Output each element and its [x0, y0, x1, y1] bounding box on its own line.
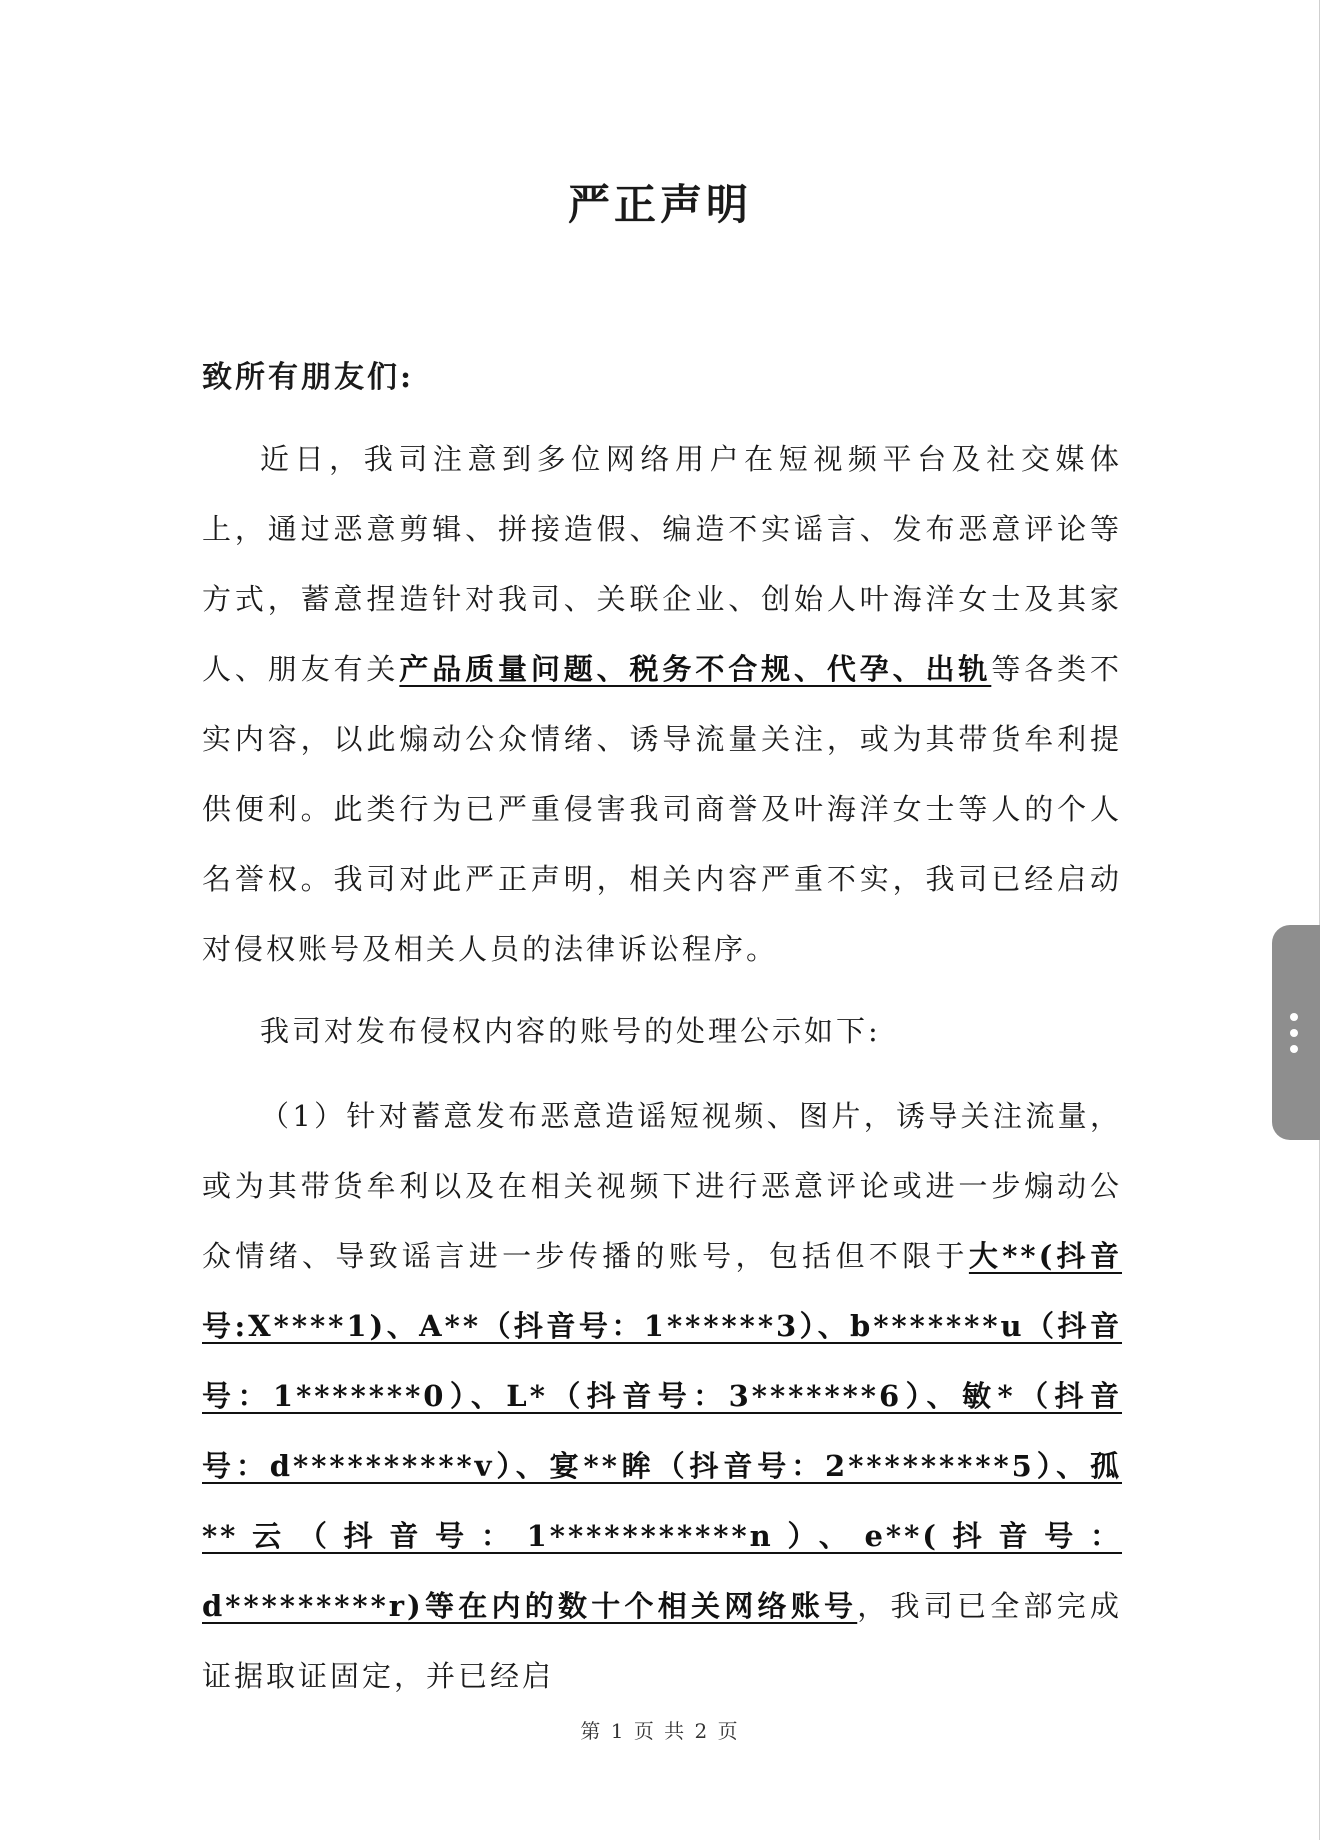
paragraph-3-text-b: ，我司已全部完成证据取证固定，并已经启: [202, 1589, 1122, 1693]
more-vertical-icon-dot-3: [1290, 1045, 1298, 1053]
document-title: 严正声明: [567, 180, 752, 229]
fade-overlay: [554, 1658, 974, 1698]
more-vertical-icon: [1290, 1013, 1298, 1021]
paragraph-2: [202, 996, 1122, 1066]
paragraph-1-text-b: 等各类不实内容，以此煽动公众情绪、诱导流量关注，或为其带货牟利提供便利。此类行为已严重侵害我司商誉及叶海洋女士等人的个人名誉权。我司对此严正声明，相关内容严重不实，我司已经启动对侵权账号及相关人员的法律诉讼程序。: [202, 652, 1122, 966]
paragraph-3-text-a: （1）针对蓄意发布恶意造谣短视频、图片，诱导关注流量，或为其带货牟利以及在相关视频下进行恶意评论或进一步煽动公众情绪、导致谣言进一步传播的账号，包括但不限于: [202, 1099, 1122, 1273]
paragraph-1-text-a: 近日，我司注意到多位网络用户在短视频平台及社交媒体上，通过恶意剪辑、拼接造假、编造不实谣言、发布恶意评论等方式，蓄意捏造针对我司、关联企业、创始人叶海洋女士及其家人、朋友有关: [202, 442, 1122, 686]
paragraph-1-underlined: 产品质量问题、税务不合规、代孕、出轨: [399, 652, 992, 686]
paragraph-1: [202, 424, 1122, 984]
salutation: 致所有朋友们:: [202, 360, 415, 395]
side-panel-handle[interactable]: [1272, 925, 1320, 1140]
paragraph-3: [202, 1081, 1122, 1711]
page-footer: 第 1 页 共 2 页: [580, 1719, 740, 1743]
paragraph-2-text: 我司对发布侵权内容的账号的处理公示如下:: [260, 1014, 881, 1048]
paragraph-3-underlined-accounts: 大**(抖音号:X****1)、A**（抖音号：1******3）、b*******u（抖音号：1*******0）、L*（抖音号：3*******6）、敏*（抖音号：d**********v）、宴**眸（抖音号：2*********5）、孤**云（抖音号：1***********n）、e**(抖音号：d*********r)等在内的数十个相关网络账号: [202, 1239, 1122, 1623]
more-vertical-icon-dot-2: [1290, 1029, 1298, 1037]
